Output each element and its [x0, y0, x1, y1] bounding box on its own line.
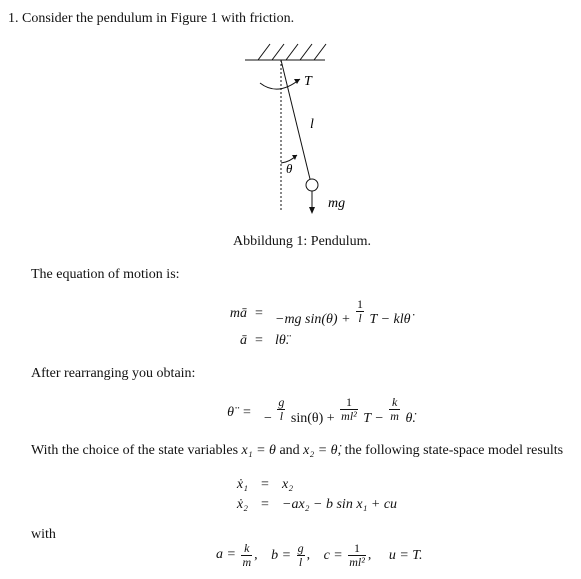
label-l: l	[310, 117, 314, 132]
param-c-comma: ,	[367, 547, 372, 563]
param-a-num: k	[244, 541, 250, 555]
rearr-fraction-2	[340, 396, 358, 423]
ceiling-hatch	[245, 44, 326, 60]
rearr-sin: sin(θ) +	[290, 410, 335, 426]
label-mg: mg	[328, 196, 346, 211]
ss1-equals: =	[261, 477, 269, 492]
param-c-num: 1	[354, 541, 361, 555]
ss2-equals: =	[261, 497, 269, 512]
ss2-rhs: −ax₂ − b sin x₁ + cu	[282, 497, 398, 512]
param-c-fraction	[348, 542, 366, 569]
rearr-frac2-den: ml²	[341, 409, 357, 423]
rearr-frac2-num: 1	[345, 395, 352, 409]
gravity-arrow-head	[309, 207, 315, 214]
eom1-frac-num: 1	[357, 297, 364, 311]
param-b-den: l	[297, 555, 305, 569]
rearr-lhs: θ̈	[227, 405, 234, 420]
param-a-den: m	[242, 555, 252, 569]
rearr-minus: −	[264, 410, 272, 426]
eom1-fraction	[356, 298, 364, 325]
eom1-frac-den: l	[356, 311, 364, 325]
eom1-lhs: mā	[229, 306, 247, 321]
param-b-num: g	[297, 541, 304, 555]
rearr-fraction-3	[389, 396, 400, 423]
state-choice-and: and	[279, 443, 300, 458]
eom-equation-1	[0, 298, 581, 328]
rearr-end: θ̇.	[405, 410, 416, 426]
rearr-fraction-1	[277, 396, 285, 423]
state-choice-prefix: With the choice of the state variables	[31, 443, 239, 458]
eom2-rhs: lθ̈.	[275, 333, 290, 348]
state-space-equation-2	[0, 497, 581, 517]
param-b-comma: ,	[306, 547, 311, 563]
rearr-frac3-num: k	[391, 395, 398, 409]
x1-definition: x₁ = θ	[241, 443, 276, 458]
figure-caption: Abbildung 1: Pendulum.	[233, 234, 372, 249]
rearr-T: T −	[363, 410, 384, 426]
eom1-equals: =	[255, 306, 263, 321]
rearr-equals: =	[243, 405, 251, 420]
eom-equation-2	[0, 333, 581, 353]
param-u: u = T.	[388, 547, 423, 563]
param-c-den: ml²	[349, 555, 365, 569]
ss2-lhs: ẋ₂	[236, 497, 248, 512]
param-c-label: c =	[323, 547, 343, 563]
param-a-comma: ,	[254, 547, 258, 563]
param-b-fraction	[297, 542, 305, 569]
rearr-rhs	[264, 395, 416, 426]
torque-arc	[260, 79, 300, 89]
angle-arrow-head	[292, 155, 297, 160]
ss1-lhs: ẋ₁	[236, 477, 248, 492]
ss1-rhs: x₂	[282, 477, 294, 492]
eom1-rhs-b: T − klθ̇	[369, 311, 411, 327]
pendulum-figure	[230, 35, 360, 215]
label-T: T	[304, 74, 312, 89]
with-label: with	[31, 527, 56, 542]
state-choice-suffix: , the following state-space model results	[337, 443, 564, 458]
rearr-frac1-den: l	[277, 409, 285, 423]
eom1-rhs	[275, 298, 411, 325]
param-a-fraction	[241, 542, 252, 569]
equation-of-motion-label: The equation of motion is:	[31, 267, 180, 282]
state-choice-sentence	[31, 443, 563, 459]
rearranged-equation	[0, 396, 581, 428]
param-b-label: b =	[271, 547, 292, 563]
parameter-definitions	[216, 542, 423, 578]
eom1-rhs-a: −mg sin(θ) +	[275, 311, 351, 327]
eom2-equals: =	[255, 333, 263, 348]
problem-number: 1.	[8, 11, 19, 26]
after-rearranging-label: After rearranging you obtain:	[31, 366, 196, 381]
label-theta: θ	[286, 161, 293, 176]
eom2-lhs: ā	[240, 333, 247, 348]
x2-definition: x₂ = θ̇	[303, 443, 338, 458]
pendulum-bob	[306, 179, 318, 191]
param-a-label: a =	[216, 546, 236, 562]
problem-statement	[8, 11, 294, 27]
state-space-equation-1	[0, 477, 581, 497]
rearr-frac3-den: m	[390, 409, 399, 423]
problem-text: Consider the pendulum in Figure 1 with friction.	[22, 11, 295, 26]
rearr-frac1-num: g	[278, 395, 285, 409]
